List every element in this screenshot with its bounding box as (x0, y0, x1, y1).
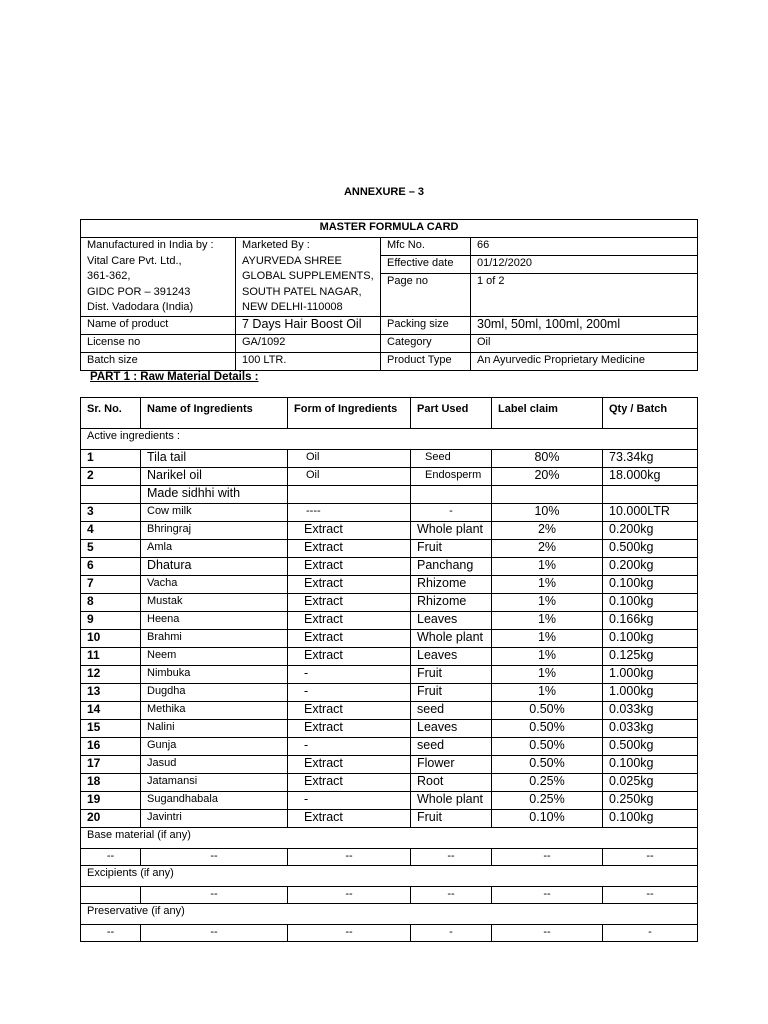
ingredient-label-claim: 1% (492, 684, 603, 702)
ingredient-part: Root (411, 774, 492, 792)
ingredient-label-claim: 0.50% (492, 756, 603, 774)
ingredient-label-claim: 1% (492, 666, 603, 684)
excipients-cell: -- (288, 887, 411, 904)
table-row (81, 450, 698, 468)
ingredient-name: Sugandhabala (141, 792, 288, 810)
ingredient-name: Methika (141, 702, 288, 720)
ingredient-label-claim: 80% (492, 450, 603, 468)
excipients-row (81, 887, 698, 904)
ingredient-name: Narikel oil (141, 468, 288, 486)
ingredient-label-claim: 20% (492, 468, 603, 486)
base-material-cell: -- (141, 849, 288, 866)
base-material-cell: -- (81, 849, 141, 866)
ingredient-qty: 18.000kg (603, 468, 698, 486)
base-material-cell: -- (492, 849, 603, 866)
preservative-cell: -- (81, 925, 141, 942)
col-form: Form of Ingredients (288, 398, 411, 429)
table-row (81, 576, 698, 594)
table-row (81, 630, 698, 648)
base-material-row (81, 849, 698, 866)
ingredient-form: - (288, 684, 411, 702)
column-header-row (81, 398, 698, 429)
ingredient-qty: 0.033kg (603, 720, 698, 738)
ingredient-label-claim: 10% (492, 504, 603, 522)
preservative-row (81, 925, 698, 942)
preservative-cell: -- (141, 925, 288, 942)
ingredient-sr-no (81, 486, 141, 504)
ingredient-label-claim (492, 486, 603, 504)
ingredient-qty: 0.100kg (603, 810, 698, 828)
ingredient-form: Extract (288, 612, 411, 630)
ingredient-qty: 1.000kg (603, 684, 698, 702)
ingredient-qty (603, 486, 698, 504)
table-row (81, 612, 698, 630)
ingredient-label-claim: 0.50% (492, 738, 603, 756)
ingredient-part: Leaves (411, 648, 492, 666)
ingredient-part: Panchang (411, 558, 492, 576)
ingredient-qty: 0.100kg (603, 594, 698, 612)
ingredient-name: Vacha (141, 576, 288, 594)
ingredient-name: Mustak (141, 594, 288, 612)
ingredient-label-claim: 0.10% (492, 810, 603, 828)
base-material-cell: -- (603, 849, 698, 866)
table-row (81, 486, 698, 504)
table-row (81, 594, 698, 612)
preservative-cell: - (603, 925, 698, 942)
ingredient-sr-no: 6 (81, 558, 141, 576)
ingredient-form: Extract (288, 774, 411, 792)
ingredient-label-claim: 1% (492, 594, 603, 612)
ingredient-name: Neem (141, 648, 288, 666)
ingredient-part: Seed (411, 450, 492, 468)
ingredient-qty: 73.34kg (603, 450, 698, 468)
ingredient-form: Extract (288, 720, 411, 738)
mfc-value: 66 (471, 238, 698, 256)
table-row (81, 702, 698, 720)
ingredient-name: Gunja (141, 738, 288, 756)
ingredient-form: Extract (288, 810, 411, 828)
ingredient-name: Brahmi (141, 630, 288, 648)
table-row (81, 810, 698, 828)
ingredient-form: Oil (288, 450, 411, 468)
ingredient-part: Whole plant (411, 522, 492, 540)
table-row (81, 522, 698, 540)
ingredient-qty: 0.166kg (603, 612, 698, 630)
category-value: Oil (471, 335, 698, 353)
table-row (81, 774, 698, 792)
product-type-value: An Ayurvedic Proprietary Medicine (471, 353, 698, 371)
active-ingredients-label: Active ingredients : (81, 429, 698, 450)
license-label: License no (81, 335, 236, 353)
ingredient-sr-no: 10 (81, 630, 141, 648)
category-label: Category (381, 335, 471, 353)
ingredient-part: Rhizome (411, 594, 492, 612)
ingredient-sr-no: 5 (81, 540, 141, 558)
ingredient-sr-no: 3 (81, 504, 141, 522)
ingredient-form: Extract (288, 576, 411, 594)
product-type-label: Product Type (381, 353, 471, 371)
ingredient-label-claim: 2% (492, 540, 603, 558)
ingredient-name: Dugdha (141, 684, 288, 702)
page-no-label: Page no (381, 274, 471, 317)
ingredient-sr-no: 18 (81, 774, 141, 792)
col-sr-no: Sr. No. (81, 398, 141, 429)
table-row (81, 792, 698, 810)
ingredient-name: Javintri (141, 810, 288, 828)
table-row (81, 648, 698, 666)
col-part: Part Used (411, 398, 492, 429)
excipients-label: Excipients (if any) (81, 866, 698, 887)
excipients-cell: -- (411, 887, 492, 904)
ingredient-name: Nalini (141, 720, 288, 738)
ingredient-form: Extract (288, 522, 411, 540)
preservative-cell: - (411, 925, 492, 942)
marketer-cell: Marketed By : AYURVEDA SHREE GLOBAL SUPPLEMENTS, SOUTH PATEL NAGAR, NEW DELHI-110008 (236, 238, 381, 317)
ingredient-label-claim: 0.25% (492, 774, 603, 792)
ingredient-sr-no: 15 (81, 720, 141, 738)
ingredient-label-claim: 1% (492, 612, 603, 630)
manufacturer-cell: Manufactured in India by : Vital Care Pvt. Ltd., 361-362, GIDC POR – 391243 Dist. Vadodara (India) (81, 238, 236, 317)
preservative-cell: -- (288, 925, 411, 942)
ingredient-name: Jatamansi (141, 774, 288, 792)
ingredient-name: Bhringraj (141, 522, 288, 540)
ingredient-name: Nimbuka (141, 666, 288, 684)
ingredient-form: - (288, 738, 411, 756)
card-title: MASTER FORMULA CARD (81, 220, 698, 238)
ingredient-label-claim: 0.25% (492, 792, 603, 810)
ingredient-form: Extract (288, 702, 411, 720)
raw-material-table (80, 397, 698, 942)
ingredient-sr-no: 9 (81, 612, 141, 630)
excipients-cell: -- (603, 887, 698, 904)
ingredient-qty: 0.033kg (603, 702, 698, 720)
mfc-label: Mfc No. (381, 238, 471, 256)
base-material-cell: -- (411, 849, 492, 866)
ingredient-qty: 0.500kg (603, 540, 698, 558)
ingredient-sr-no: 13 (81, 684, 141, 702)
batch-size-value: 100 LTR. (236, 353, 381, 371)
table-row (81, 756, 698, 774)
ingredient-qty: 0.250kg (603, 792, 698, 810)
ingredient-part: Whole plant (411, 630, 492, 648)
ingredient-qty: 10.000LTR (603, 504, 698, 522)
part1-title: PART 1 : Raw Material Details : (90, 371, 259, 383)
ingredient-part: Leaves (411, 720, 492, 738)
base-material-label: Base material (if any) (81, 828, 698, 849)
ingredient-sr-no: 4 (81, 522, 141, 540)
ingredient-form: Extract (288, 648, 411, 666)
ingredient-part: - (411, 504, 492, 522)
ingredient-qty: 0.125kg (603, 648, 698, 666)
effective-date-value: 01/12/2020 (471, 256, 698, 274)
ingredient-label-claim: 1% (492, 630, 603, 648)
ingredient-part: seed (411, 738, 492, 756)
ingredient-sr-no: 17 (81, 756, 141, 774)
ingredient-name: Made sidhhi with (141, 486, 288, 504)
ingredient-part: Whole plant (411, 792, 492, 810)
ingredient-part: Endosperm (411, 468, 492, 486)
ingredient-form: Extract (288, 540, 411, 558)
table-row (81, 684, 698, 702)
ingredient-sr-no: 20 (81, 810, 141, 828)
ingredient-form: Extract (288, 630, 411, 648)
ingredient-form: - (288, 666, 411, 684)
ingredient-name: Cow milk (141, 504, 288, 522)
ingredient-sr-no: 8 (81, 594, 141, 612)
ingredient-qty: 0.100kg (603, 630, 698, 648)
license-value: GA/1092 (236, 335, 381, 353)
col-claim: Label claim (492, 398, 603, 429)
ingredient-sr-no: 14 (81, 702, 141, 720)
ingredient-name: Dhatura (141, 558, 288, 576)
table-row (81, 468, 698, 486)
batch-size-label: Batch size (81, 353, 236, 371)
ingredient-label-claim: 0.50% (492, 702, 603, 720)
ingredient-sr-no: 19 (81, 792, 141, 810)
ingredient-label-claim: 1% (492, 576, 603, 594)
col-name: Name of Ingredients (141, 398, 288, 429)
ingredient-name: Amla (141, 540, 288, 558)
ingredient-part: Flower (411, 756, 492, 774)
ingredient-qty: 0.500kg (603, 738, 698, 756)
ingredient-qty: 0.200kg (603, 558, 698, 576)
base-material-cell: -- (288, 849, 411, 866)
excipients-cell (81, 887, 141, 904)
effective-date-label: Effective date (381, 256, 471, 274)
table-row (81, 504, 698, 522)
ingredient-form (288, 486, 411, 504)
ingredient-part: seed (411, 702, 492, 720)
ingredient-part: Leaves (411, 612, 492, 630)
ingredient-sr-no: 12 (81, 666, 141, 684)
ingredient-part (411, 486, 492, 504)
product-name-label: Name of product (81, 317, 236, 335)
ingredient-qty: 0.200kg (603, 522, 698, 540)
table-row (81, 558, 698, 576)
table-row (81, 540, 698, 558)
preservative-label: Preservative (if any) (81, 904, 698, 925)
ingredient-label-claim: 0.50% (492, 720, 603, 738)
ingredient-part: Fruit (411, 666, 492, 684)
ingredient-sr-no: 16 (81, 738, 141, 756)
ingredient-sr-no: 1 (81, 450, 141, 468)
ingredient-form: ---- (288, 504, 411, 522)
ingredient-label-claim: 1% (492, 648, 603, 666)
ingredient-part: Fruit (411, 684, 492, 702)
master-formula-header-table (80, 219, 698, 371)
ingredient-name: Jasud (141, 756, 288, 774)
ingredient-label-claim: 1% (492, 558, 603, 576)
ingredient-qty: 0.025kg (603, 774, 698, 792)
excipients-cell: -- (492, 887, 603, 904)
ingredient-form: Extract (288, 594, 411, 612)
ingredient-part: Fruit (411, 810, 492, 828)
packing-size-label: Packing size (381, 317, 471, 335)
ingredient-form: Extract (288, 756, 411, 774)
table-row (81, 720, 698, 738)
ingredient-qty: 0.100kg (603, 576, 698, 594)
page-no-value: 1 of 2 (471, 274, 698, 317)
ingredient-label-claim: 2% (492, 522, 603, 540)
ingredient-sr-no: 7 (81, 576, 141, 594)
table-row (81, 666, 698, 684)
annexure-title: ANNEXURE – 3 (343, 186, 425, 198)
product-name-value: 7 Days Hair Boost Oil (236, 317, 381, 335)
ingredient-qty: 0.100kg (603, 756, 698, 774)
ingredient-sr-no: 2 (81, 468, 141, 486)
ingredient-part: Fruit (411, 540, 492, 558)
packing-size-value: 30ml, 50ml, 100ml, 200ml (471, 317, 698, 335)
ingredient-form: Oil (288, 468, 411, 486)
ingredient-name: Heena (141, 612, 288, 630)
ingredient-name: Tila tail (141, 450, 288, 468)
excipients-cell: -- (141, 887, 288, 904)
table-row (81, 738, 698, 756)
col-qty: Qty / Batch (603, 398, 698, 429)
preservative-cell: -- (492, 925, 603, 942)
ingredient-part: Rhizome (411, 576, 492, 594)
ingredient-qty: 1.000kg (603, 666, 698, 684)
ingredient-form: Extract (288, 558, 411, 576)
ingredient-form: - (288, 792, 411, 810)
ingredient-sr-no: 11 (81, 648, 141, 666)
